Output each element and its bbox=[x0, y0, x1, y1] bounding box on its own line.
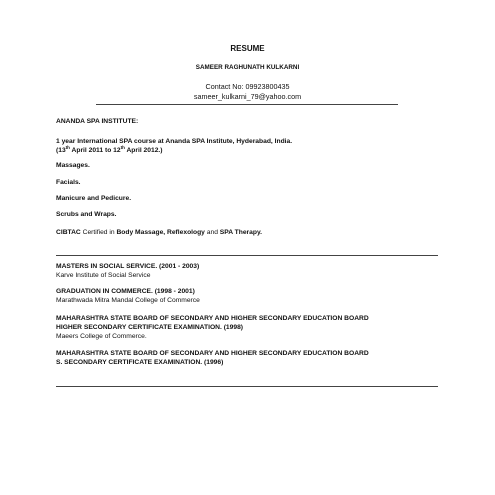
spa-course: 1 year International SPA course at Ananda SPA Institute, Hyderabad, India. bbox=[56, 138, 293, 145]
dates-close: April 2012.) bbox=[124, 147, 163, 154]
email-address: sameer_kulkarni_79@yahoo.com bbox=[193, 92, 302, 101]
education-institution: Karve Institute of Social Service bbox=[56, 272, 151, 279]
spa-heading: ANANDA SPA INSTITUTE: bbox=[56, 118, 139, 125]
cibtac-lead: CIBTAC bbox=[56, 229, 81, 236]
education-institution: Maeers College of Commerce. bbox=[56, 333, 147, 340]
spa-dates bbox=[56, 144, 163, 154]
contact-number: Contact No: 09923800435 bbox=[205, 82, 290, 91]
candidate-name: SAMEER RAGHUNATH KULKARNI bbox=[195, 64, 300, 71]
cibtac-bold-2: SPA Therapy. bbox=[219, 229, 263, 236]
section-divider bbox=[56, 255, 438, 256]
dates-open: (13 bbox=[56, 147, 66, 154]
dates-mid: April 2011 to 12 bbox=[69, 147, 121, 154]
skill-item: Massages. bbox=[56, 162, 90, 169]
education-title: GRADUATION IN COMMERCE. (1998 - 2001) bbox=[56, 288, 195, 295]
header-divider bbox=[96, 104, 398, 105]
cibtac-text-2: and bbox=[204, 229, 220, 236]
dates-sup-2: th bbox=[120, 144, 125, 150]
education-title: MASTERS IN SOCIAL SERVICE. (2001 - 2003) bbox=[56, 263, 200, 270]
skill-item: Facials. bbox=[56, 179, 81, 186]
dates-sup-1: th bbox=[65, 144, 70, 150]
education-subtitle: HIGHER SECONDARY CERTIFICATE EXAMINATION. (1998) bbox=[56, 324, 244, 331]
cibtac-bold-1: Body Massage, Reflexology bbox=[116, 229, 205, 236]
skill-item: Scrubs and Wraps. bbox=[56, 211, 117, 218]
cibtac-text-1: Certified in bbox=[80, 229, 117, 236]
resume-title: RESUME bbox=[230, 44, 265, 53]
education-institution: Marathwada Mitra Mandal College of Commerce bbox=[56, 297, 200, 304]
section-divider bbox=[56, 386, 438, 387]
education-subtitle: S. SECONDARY CERTIFICATE EXAMINATION. (1996) bbox=[56, 359, 224, 366]
education-title: MAHARASHTRA STATE BOARD OF SECONDARY AND HIGHER SECONDARY EDUCATION BOARD bbox=[56, 350, 369, 357]
education-title: MAHARASHTRA STATE BOARD OF SECONDARY AND HIGHER SECONDARY EDUCATION BOARD bbox=[56, 315, 369, 322]
skill-item: Manicure and Pedicure. bbox=[56, 195, 132, 202]
cibtac-certification bbox=[56, 229, 262, 236]
